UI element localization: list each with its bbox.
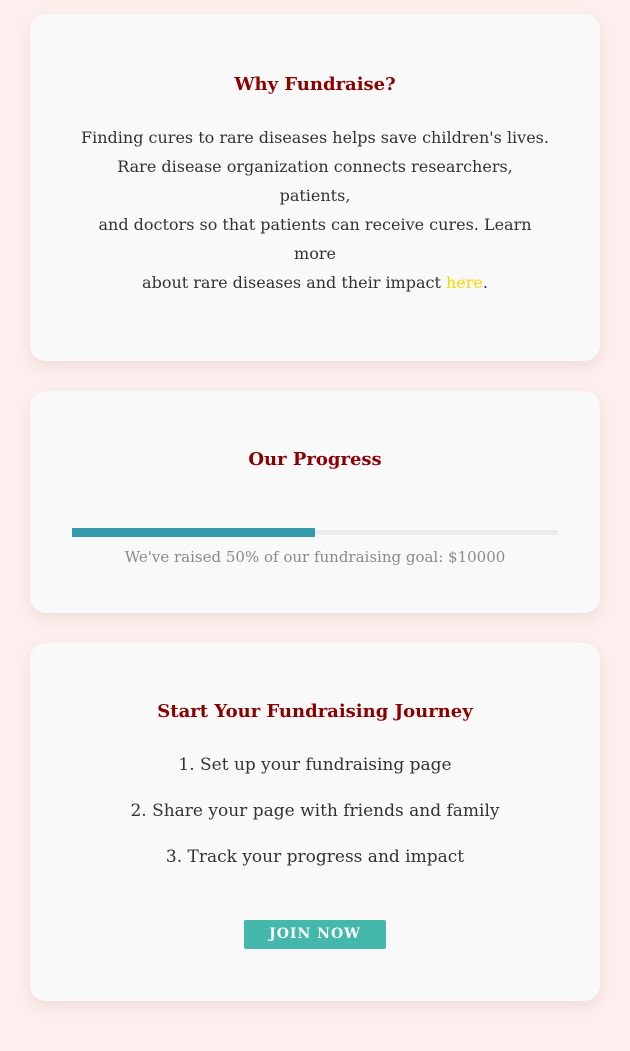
learn-more-here-link[interactable]: here: [445, 273, 483, 292]
why-fundraise-heading: Why Fundraise?: [234, 74, 396, 95]
paragraph-line-text: about rare diseases and their impact: [142, 273, 446, 292]
journey-steps-list: [75, 755, 555, 867]
paragraph-line: and doctors so that patients can receive cures. Learn more: [98, 215, 532, 263]
progress-bar-fill: [72, 528, 315, 537]
fundraising-journey-card: [30, 643, 600, 1001]
why-fundraise-card: [30, 14, 600, 361]
join-now-button[interactable]: JOIN NOW: [244, 920, 386, 949]
progress-caption: We've raised 50% of our fundraising goal: $10000: [124, 548, 506, 566]
our-progress-card: [30, 391, 600, 613]
why-fundraise-paragraph: [80, 123, 550, 297]
paragraph-line: Finding cures to rare diseases helps save children's lives.: [81, 128, 549, 147]
paragraph-line: [80, 268, 550, 297]
journey-step: 1. Set up your fundraising page: [178, 755, 452, 775]
paragraph-line-period: .: [482, 273, 488, 292]
fundraising-progress-bar: [72, 528, 558, 537]
our-progress-heading: Our Progress: [248, 449, 382, 470]
paragraph-line: Rare disease organization connects researchers, patients,: [117, 157, 513, 205]
journey-step: 2. Share your page with friends and family: [130, 801, 500, 821]
fundraising-journey-heading: Start Your Fundraising Journey: [157, 701, 473, 722]
journey-step: 3. Track your progress and impact: [165, 847, 465, 867]
